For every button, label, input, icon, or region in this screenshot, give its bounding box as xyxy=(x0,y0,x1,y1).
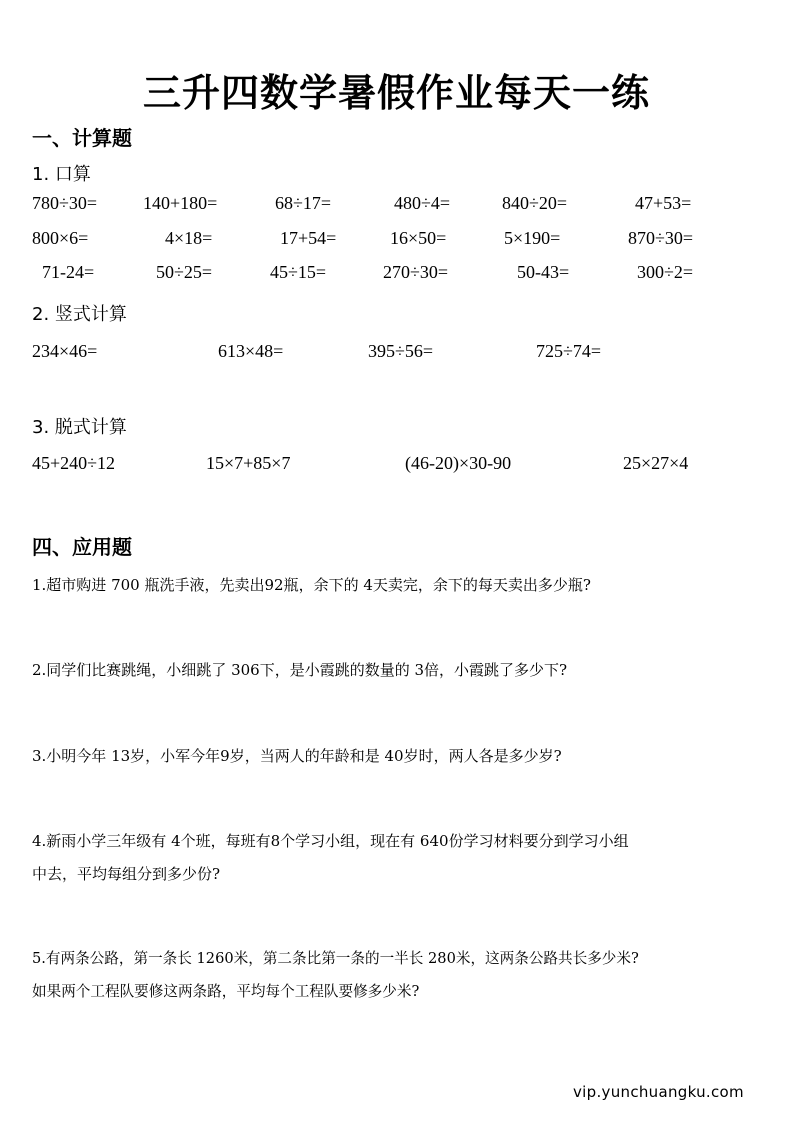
vertical-expression: 234×46= xyxy=(32,341,98,361)
word-problem-line: 1.超市购进 700 瓶洗手液，先卖出92瓶，余下的 4天卖完，余下的每天卖出多少瓶? xyxy=(32,576,591,594)
subheading-vertical-calculation: 2. 竖式计算 xyxy=(32,304,127,325)
stepwise-expression: (46-20)×30-90 xyxy=(405,453,512,473)
stepwise-expression: 25×27×4 xyxy=(623,453,689,473)
page-title: 三升四数学暑假作业每天一练 xyxy=(142,71,650,115)
word-problem-line: 如果两个工程队要修这两条路，平均每个工程队要修多少米? xyxy=(32,983,420,1000)
subheading-stepwise-calculation: 3. 脱式计算 xyxy=(32,417,127,438)
oral-expression: 300÷2= xyxy=(637,262,694,282)
oral-expression: 780÷30= xyxy=(32,193,98,213)
oral-expression: 50-43= xyxy=(517,262,570,282)
oral-expression: 4×18= xyxy=(165,228,213,248)
stepwise-expression: 45+240÷12 xyxy=(32,453,116,473)
oral-expression: 47+53= xyxy=(635,193,692,213)
vertical-expression: 395÷56= xyxy=(368,341,434,361)
word-problem-line: 中去，平均每组分到多少份? xyxy=(32,865,221,883)
word-problem-4 xyxy=(32,825,629,891)
footer-url: vip.yunchuangku.com xyxy=(573,1083,744,1101)
oral-expression: 870÷30= xyxy=(628,228,694,248)
oral-expression: 45÷15= xyxy=(270,262,327,282)
word-problem-5 xyxy=(32,942,639,1008)
word-problem-2 xyxy=(32,654,567,687)
section-heading-calculation: 一、计算题 xyxy=(32,126,132,150)
word-problem-1 xyxy=(32,569,591,602)
oral-expression: 270÷30= xyxy=(383,262,449,282)
oral-expression: 17+54= xyxy=(280,228,337,248)
word-problem-line: 4.新雨小学三年级有 4个班，每班有8个学习小组，现在有 640份学习材料要分到学习小组 xyxy=(32,832,629,850)
subheading-oral-calculation: 1. 口算 xyxy=(32,164,91,185)
oral-expression: 16×50= xyxy=(390,228,447,248)
vertical-expression: 725÷74= xyxy=(536,341,602,361)
word-problem-3 xyxy=(32,740,562,773)
oral-expression: 71-24= xyxy=(42,262,95,282)
vertical-expression: 613×48= xyxy=(218,341,284,361)
oral-expression: 5×190= xyxy=(504,228,561,248)
oral-expression: 480÷4= xyxy=(394,193,451,213)
section-heading-word-problems: 四、应用题 xyxy=(32,535,132,559)
oral-expression: 840÷20= xyxy=(502,193,568,213)
oral-expression: 50÷25= xyxy=(156,262,213,282)
oral-expression: 800×6= xyxy=(32,228,89,248)
word-problem-line: 2.同学们比赛跳绳，小细跳了 306下，是小霞跳的数量的 3倍，小霞跳了多少下? xyxy=(32,661,568,679)
word-problem-line: 3.小明今年 13岁，小军今年9岁，当两人的年龄和是 40岁时，两人各是多少岁? xyxy=(32,747,562,765)
oral-expression: 68÷17= xyxy=(275,193,332,213)
oral-expression: 140+180= xyxy=(143,193,218,213)
stepwise-expression: 15×7+85×7 xyxy=(206,453,291,473)
word-problem-line: 5.有两条公路，第一条长 1260米，第二条比第一条的一半长 280米，这两条公路共长多少米? xyxy=(32,950,639,967)
